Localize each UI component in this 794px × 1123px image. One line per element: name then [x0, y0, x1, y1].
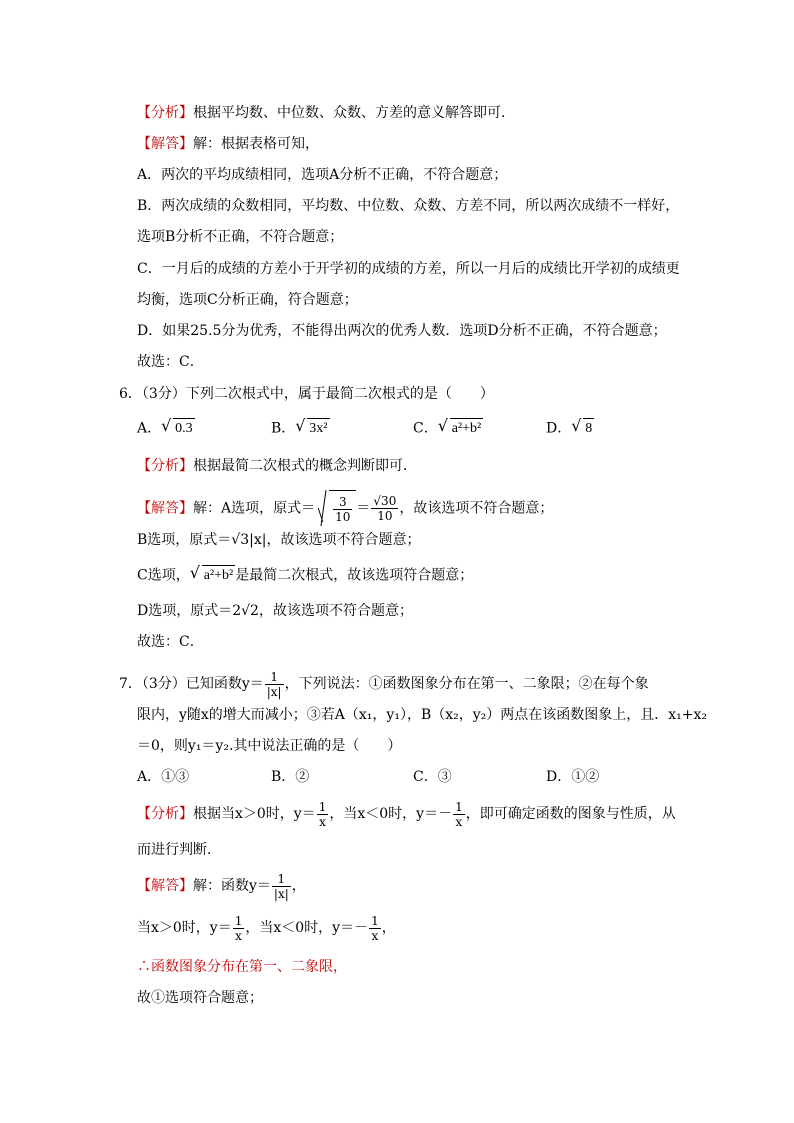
q7-option-b: B．② — [271, 769, 310, 785]
sqrt-symbol: √ 8 — [571, 418, 594, 439]
q5-final-answer: 故选：C． — [137, 354, 204, 370]
q6-answer-line: 【解答】解：A选项，原式＝ $\frac{3}{10}$ ＝ $\frac{√30}{10}$ ，故该选项不符合题意； — [137, 490, 553, 527]
q5-option-b-explanation-2: 选项B分析不正确，不符合题意； — [137, 229, 344, 245]
q5-analysis-line — [137, 103, 515, 123]
q7-analysis-line-2: 而进行判断． — [137, 842, 221, 858]
q6-option-b: B．√ 3x² — [271, 418, 330, 439]
q7-analysis-line-1: 【分析】根据当x＞0时，y＝ $\frac{1}{x}$ ，当x＜0时，y＝－ $\frac{1}{x}$ ，即可确定函数的图象与性质，从 — [137, 799, 676, 829]
q6-option-a: A．√ 0.3 — [137, 418, 195, 439]
q5-answer-line — [137, 134, 319, 154]
q5-option-b-explanation-1: B．两次成绩的众数相同，平均数、中位数、众数、方差不同，所以两次成绩不一样好， — [137, 198, 680, 214]
q6-analysis-line: 【分析】根据最简二次根式的概念判断即可． — [137, 458, 417, 474]
sqrt-symbol: √ 0.3 — [161, 418, 195, 439]
q7-conclusion-line: 故①选项符合题意； — [137, 990, 263, 1006]
q6-option-b-explanation: B选项，原式＝√3|x|，故该选项不符合题意； — [137, 532, 421, 548]
q5-option-c-explanation-2: 均衡，选项C分析正确，符合题意； — [137, 292, 358, 308]
q7-answer-line: 【解答】解：函数y＝ $\frac{1}{|x|}$ ， — [137, 871, 306, 901]
answer-text: 解：根据表格可知， — [193, 136, 319, 152]
sqrt-symbol: √ a²+b² — [190, 565, 236, 586]
q6-option-d-explanation: D选项，原式＝2√2，故该选项不符合题意； — [137, 603, 413, 619]
q6-option-c-explanation: C选项，√ a²+b² 是最简二次根式，故该选项符合题意； — [137, 565, 473, 586]
q6-option-d: D．√ 8 — [546, 418, 594, 439]
q7-option-d: D．①② — [546, 769, 600, 785]
q7-case-line: 当x＞0时，y＝ $\frac{1}{x}$ ，当x＜0时，y＝－ $\frac{1}{x}$ ， — [137, 913, 396, 943]
q7-stem-line-3: ＝0，则y₁＝y₂.其中说法正确的是（ ） — [137, 738, 402, 754]
q5-option-c-explanation-1: C．一月后的成绩的方差小于开学初的成绩的方差，所以一月后的成绩比开学初的成绩更 — [137, 261, 680, 277]
q7-stem-line-1: 7．（3分）已知函数y＝ $\frac{1}{|x|}$ ，下列说法：①函数图象分布在第一、二象限；②在每个象 — [119, 669, 649, 699]
question-number: 6． — [119, 386, 142, 402]
q6-final-answer: 故选：C． — [137, 634, 204, 650]
sqrt-symbol: √ a²+b² — [438, 418, 484, 439]
question-text: （3分）下列二次根式中，属于最简二次根式的是（ ） — [141, 386, 494, 402]
answer-tag: 【解答】 — [137, 136, 193, 152]
q5-option-d-explanation: D．如果25.5分为优秀，不能得出两次的优秀人数．选项D分析不正确，不符合题意； — [137, 323, 667, 339]
analysis-tag: 【分析】 — [137, 105, 193, 121]
analysis-text: 根据平均数、中位数、众数、方差的意义解答即可． — [193, 105, 515, 121]
q7-option-c: C．③ — [413, 769, 452, 785]
q7-option-a: A．①③ — [137, 769, 190, 785]
q6-stem — [119, 384, 494, 404]
q5-option-a-explanation: A．两次的平均成绩相同，选项A分析不正确，不符合题意； — [137, 167, 508, 183]
q7-stem-line-2: 限内，y随x的增大而减小；③若A（x₁，y₁），B（x₂，y₂）两点在该函数图象上，且．x₁+x₂ — [137, 707, 708, 723]
sqrt-symbol: $\frac{3}{10}$ — [315, 490, 356, 527]
sqrt-symbol: √ 3x² — [295, 418, 329, 439]
q6-option-c: C．√ a²+b² — [413, 418, 483, 439]
q7-therefore-line: ∴函数图象分布在第一、二象限， — [137, 959, 347, 975]
